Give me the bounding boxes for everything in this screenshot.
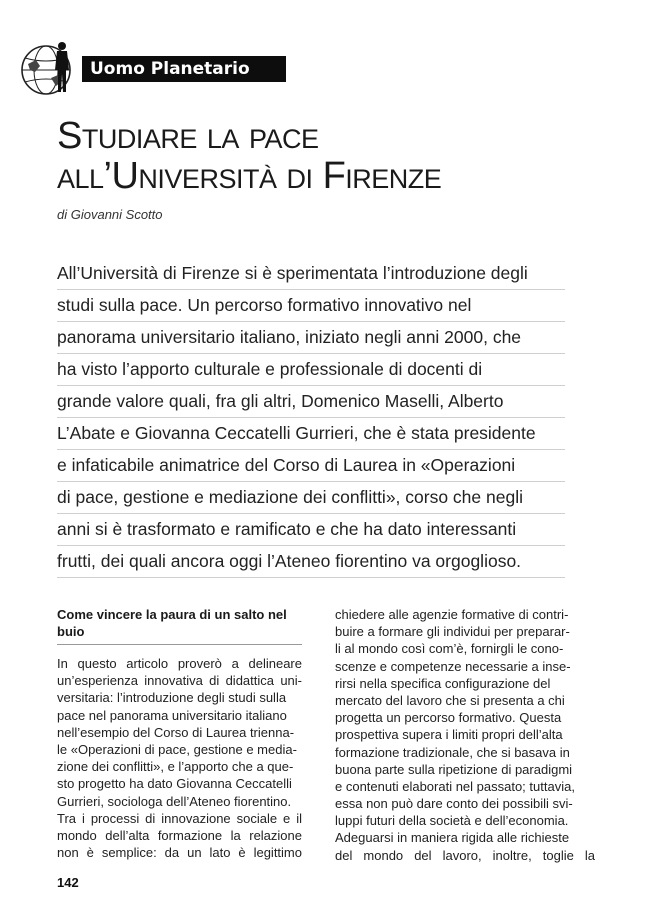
body-line: buire a formare gli individui per preparar- — [335, 624, 570, 640]
body-line: formazione tradizionale, che si basava in — [335, 744, 570, 760]
byline: di Giovanni Scotto — [57, 207, 163, 222]
body-line: prospettiva supera i limiti propri dell’alta — [335, 727, 563, 743]
body-line: versitaria: l’introduzione degli studi sulla — [57, 690, 287, 706]
lead-line: grande valore quali, fra gli altri, Domenico Maselli, Alberto — [57, 386, 565, 418]
body-line: In questo articolo proverò a delineare — [57, 656, 302, 671]
lead-line: frutti, dei quali ancora oggi l’Ateneo fiorentino va orgoglioso. — [57, 546, 565, 578]
lead-line: ha visto l’apporto culturale e professionale di docenti di — [57, 354, 565, 386]
body-column-right — [335, 606, 595, 864]
lead-line: anni si è trasformato e ramificato e che ha dato interessanti — [57, 514, 565, 546]
lead-line: e infaticabile animatrice del Corso di Laurea in «Operazioni — [57, 450, 565, 482]
body-line: e contenuti elaborati nel passato; tuttavia, — [335, 778, 575, 794]
body-line: Adeguarsi in maniera rigida alle richieste — [335, 830, 570, 846]
body-line: buona parte sulla ripetizione di paradigmi — [335, 761, 573, 777]
body-line: mondo dell’alta formazione la relazione — [57, 827, 302, 843]
title-line: all’Università di Firenze — [57, 155, 442, 197]
body-line: mercato del lavoro che si presenta a chi — [335, 692, 565, 708]
body-line: zione dei conflitti», e l’apporto che a que- — [57, 759, 294, 775]
body-line: li al mondo così com’è, fornirgli le cono- — [335, 641, 564, 657]
lead-paragraph — [57, 258, 565, 578]
body-line: non è semplice: da un lato è legittimo — [57, 845, 302, 861]
body-line: luppi futuri della società e dell’economia. — [335, 813, 569, 829]
body-line: del mondo del lavoro, inoltre, toglie la — [335, 847, 595, 863]
lead-line: L’Abate e Giovanna Ceccatelli Gurrieri, che è stata presidente — [57, 418, 565, 450]
lead-line: di pace, gestione e mediazione dei conflitti», corso che negli — [57, 482, 565, 514]
body-line: chiedere alle agenzie formative di contri- — [335, 607, 569, 622]
lead-line: panorama universitario italiano, iniziato negli anni 2000, che — [57, 322, 565, 354]
page-number: 142 — [57, 875, 79, 890]
section-label: Uomo Planetario — [82, 56, 286, 82]
lead-line: All’Università di Firenze si è sperimentata l’introduzione degli — [57, 258, 565, 290]
lead-line: studi sulla pace. Un percorso formativo innovativo nel — [57, 290, 565, 322]
body-line: pace nel panorama universitario italiano — [57, 707, 287, 723]
subheading-line: buio — [57, 624, 85, 639]
body-line: progetta un percorso formativo. Questa — [335, 710, 562, 726]
body-line: un’esperienza innovativa di didattica uni- — [57, 673, 302, 689]
body-column-left — [57, 606, 302, 861]
globe-figure-logo — [18, 38, 78, 98]
article-title — [57, 116, 617, 196]
body-line: Gurrieri, sociologa dell’Ateneo fiorentino. — [57, 793, 292, 809]
body-line: nell’esempio del Corso di Laurea trienna- — [57, 724, 295, 740]
title-line: Studiare la pace — [57, 115, 319, 157]
body-line: scenze e competenze necessarie a inse- — [335, 658, 571, 674]
section-subheading — [57, 606, 302, 645]
subheading-line: Come vincere la paura di un salto nel — [57, 607, 287, 622]
body-line: Tra i processi di innovazione sociale e il — [57, 810, 302, 826]
body-line: rirsi nella specifica configurazione del — [335, 675, 551, 691]
body-line: essa non può dare conto dei possibili svi- — [335, 796, 573, 812]
body-line: sto progetto ha dato Giovanna Ceccatelli — [57, 776, 292, 792]
body-line: le «Operazioni di pace, gestione e media- — [57, 741, 297, 757]
